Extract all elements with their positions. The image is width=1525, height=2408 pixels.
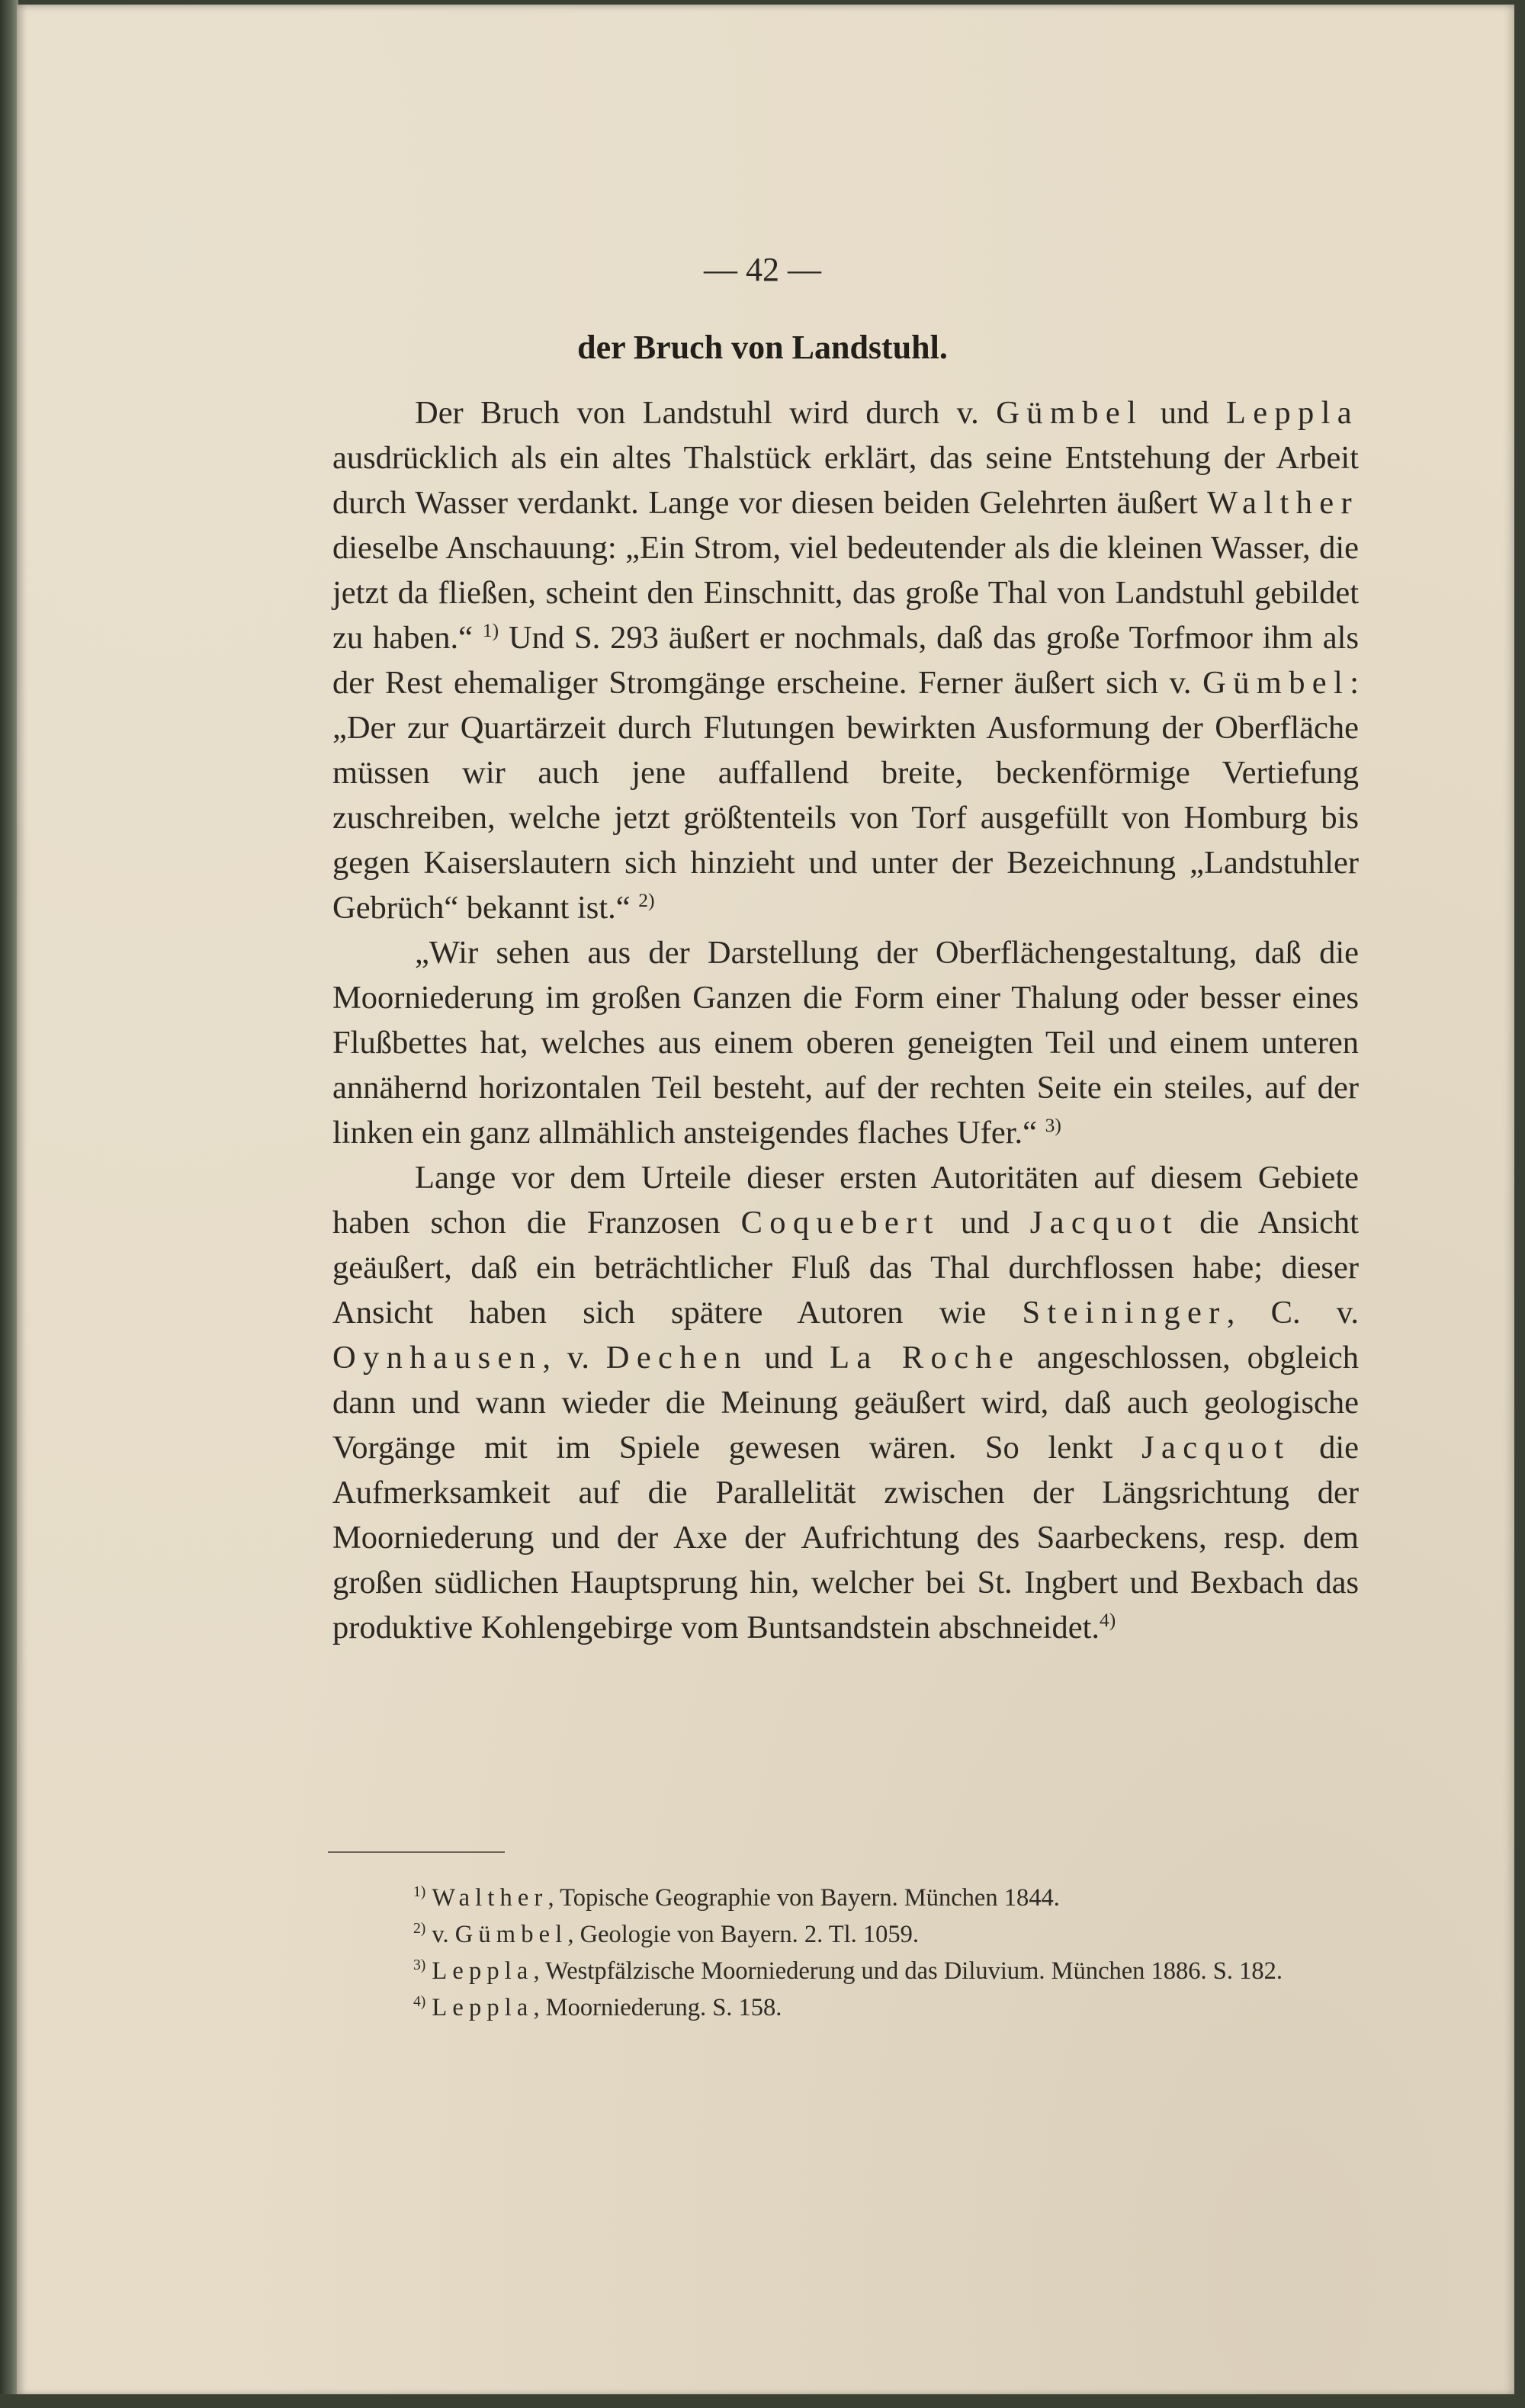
text-run: , v. (542, 1340, 606, 1376)
text-run: die Aufmerksamkeit auf die Parallelität zwischen der Längsrichtung der Moorniederung und der Axe der Aufrichtung des Saarbeckens, resp. dem großen südlichen Hauptsprung hin, welcher bei St. Ingbert und Bexbach das produktive Kohlengebirge vom Buntsandstein abschneidet. (332, 1430, 1360, 1645)
footnote-author: Gümbel (454, 1921, 568, 1948)
author-name: Leppla (1225, 395, 1360, 431)
footnote-mark: 2) (413, 1921, 426, 1938)
footnote-3 (329, 1955, 1360, 1988)
footnote-ref: 4) (1100, 1608, 1116, 1631)
footnote-ref: 2) (638, 888, 655, 911)
author-name: Steininger (1022, 1295, 1227, 1331)
text-run: Und S. 293 äußert er nochmals, daß das große Torfmoor ihm als der Rest ehemaliger Stromgänge erscheine. Ferner äußert sich v. (332, 620, 1359, 701)
page-number: — 42 — (704, 251, 821, 288)
author-name: Jacquot (1141, 1430, 1291, 1466)
footnote-author: Leppla (432, 1957, 534, 1985)
footnote-text: , Geologie von Bayern. 2. Tl. 1059. (567, 1921, 920, 1948)
paragraph-2 (332, 930, 1359, 1155)
footnotes (329, 1882, 1360, 2028)
text-run: angeschlossen, obgleich dann und wann wieder die Meinung geäußert wird, daß auch geologische Vorgänge mit im Spiele gewesen wären. So lenkt (332, 1340, 1359, 1466)
footnote-mark: 3) (413, 1957, 426, 1974)
paragraph-3 (332, 1155, 1359, 1650)
section-title: der Bruch von Landstuhl. (577, 329, 948, 366)
footnote-1 (329, 1882, 1360, 1915)
footnote-prefix: v. (432, 1921, 455, 1948)
text-run: „Wir sehen aus der Darstellung der Oberflächengestaltung, daß die Moorniederung im großen Ganzen die Form einer Thalung oder besser eines Flußbettes hat, welches aus einem oberen geneigten Teil und einem unteren annähernd horizontalen Teil besteht, auf der rechten Seite ein steiles, auf der linken ein ganz allmählich ansteigendes flaches Ufer.“ (332, 935, 1359, 1151)
text-run: ausdrücklich als ein altes Thalstück erklärt, das seine Entstehung der Arbeit durch Wasser verdankt. Lange vor diesen beiden Gelehrten äußert (332, 440, 1359, 521)
text-run: und (939, 1205, 1030, 1241)
paragraph-1 (332, 390, 1359, 930)
author-name: Jacquot (1029, 1205, 1180, 1241)
author-name: Dechen (605, 1340, 748, 1376)
text-run: Lange vor dem Urteile dieser ersten Autoritäten auf diesem Gebiete haben schon die Franzosen (332, 1160, 1359, 1241)
footnote-text: , Westpfälzische Moorniederung und das Diluvium. München 1886. S. 182. (533, 1957, 1283, 1985)
text-run: Der Bruch von Landstuhl wird durch v. (415, 395, 997, 431)
author-name: La Roche (830, 1340, 1021, 1376)
text-run: dieselbe Anschauung: „Ein Strom, viel bedeutender als die kleinen Wasser, die jetzt da fließen, scheint den Einschnitt, das große Thal von Landstuhl gebildet zu haben.“ (332, 530, 1359, 656)
footnote-mark: 4) (413, 1994, 426, 2011)
author-name: Oynhausen (332, 1340, 543, 1376)
footnote-ref: 3) (1045, 1113, 1061, 1136)
footnote-4 (329, 1992, 1360, 2024)
author-name: Walther (1207, 485, 1359, 521)
text-run: die Ansicht geäußert, daß ein beträchtlicher Fluß das Thal durchflossen habe; dieser Ansicht haben sich spätere Autoren wie (332, 1205, 1359, 1331)
body-text (332, 390, 1359, 1650)
author-name: Gümbel (1202, 665, 1350, 701)
footnote-author: Leppla (432, 1994, 534, 2021)
footnote-author: Walther (432, 1884, 548, 1912)
page-bottom-edge (0, 2394, 1525, 2408)
footnote-text: , Topische Geographie von Bayern. München 1844. (547, 1884, 1060, 1912)
footnote-text: , Moorniederung. S. 158. (533, 1994, 782, 2021)
text-run: , C. v. (1226, 1295, 1359, 1331)
text-run: und (1143, 395, 1226, 431)
text-run: und (747, 1340, 830, 1376)
footnote-ref: 1) (482, 618, 499, 641)
footnote-divider (328, 1851, 505, 1853)
author-name: Coquebert (740, 1205, 940, 1241)
author-name: Gümbel (996, 395, 1144, 431)
footnote-mark: 1) (413, 1884, 426, 1901)
footnote-2 (329, 1918, 1360, 1951)
text-run: : „Der zur Quartärzeit durch Flutungen bewirkten Ausformung der Oberfläche müssen wir auch jene auffallend breite, beckenförmige Vertiefung zuschreiben, welche jetzt größtenteils von Torf ausgefüllt von Homburg bis gegen Kaiserslautern sich hinzieht und unter der Bezeichnung „Landstuhler Gebrüch“ bekannt ist.“ (332, 665, 1359, 926)
